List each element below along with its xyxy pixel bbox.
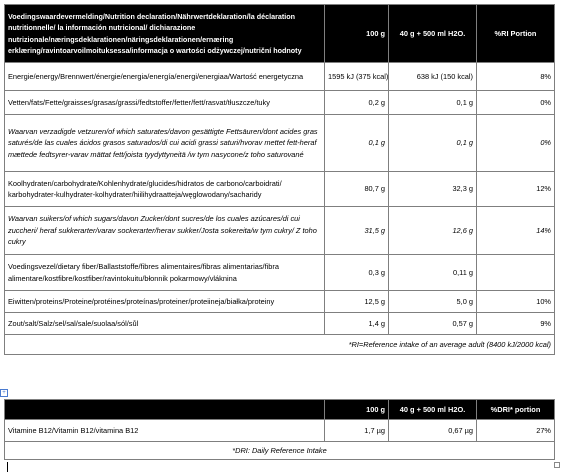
header-100g: 100 g bbox=[325, 400, 389, 420]
row-label: Waarvan suikers/of which sugars/davon Zucker/dont sucres/de los cuales azúcares/di cui zuccheri/ heraf sukkerarter/varav sockerarter/herav sukker/Josta sokereita/w tym cukry/ Z toho cukry bbox=[5, 207, 325, 255]
header-serving: 40 g + 500 ml H2O. bbox=[389, 5, 477, 63]
text-cursor bbox=[7, 462, 8, 472]
row-value-serving: 32,3 g bbox=[389, 172, 477, 207]
table-row bbox=[5, 255, 555, 291]
row-value-serving: 0,57 g bbox=[389, 313, 477, 335]
row-value-serving: 0,11 g bbox=[389, 255, 477, 291]
header-ri: %RI Portion bbox=[477, 5, 555, 63]
row-label: Energie/energy/Brennwert/énergie/energia/energía/energi/energiaa/Wartość energetyczna bbox=[5, 63, 325, 91]
header-serving: 40 g + 500 ml H2O. bbox=[389, 400, 477, 420]
row-value-100g: 1595 kJ (375 kcal) bbox=[325, 63, 389, 91]
table-row bbox=[5, 313, 555, 335]
ri-footnote: *RI=Reference intake of an average adult (8400 kJ/2000 kcal) bbox=[5, 335, 555, 355]
row-value-serving: 5,0 g bbox=[389, 291, 477, 313]
table-row bbox=[5, 420, 555, 442]
row-label: Koolhydraten/carbohydrate/Kohlenhydrate/glucides/hidratos de carbono/carboidrati/ karbohydrater-kulhydrater-kolhydrater/hiilihydraatteja/węglowodany/sacharidy bbox=[5, 172, 325, 207]
row-value-100g: 0,2 g bbox=[325, 91, 389, 115]
row-value-100g: 1,4 g bbox=[325, 313, 389, 335]
table-resize-handle-icon[interactable] bbox=[554, 462, 560, 468]
header-description: Voedingswaardevermelding/Nutrition declaration/Nährwertdeklaration/la déclaration nutritionnelle/ la información nutricional/ dichiarazione nutrizionale/næringsdeklarationen/näringsdeklarationen/ernæring erklæring/ravintoarvoilmoituksessa/informacja o wartości odżywczej/nutriční hodnoty bbox=[5, 5, 325, 63]
row-label: Voedingsvezel/dietary fiber/Ballaststoffe/fibres alimentaires/fibras alimentarias/fibra alimentare/kostfibre/kostfiber/ravintokuitu/błonnik pokarmowy/vláknina bbox=[5, 255, 325, 291]
row-value-serving: 638 kJ (150 kcal) bbox=[389, 63, 477, 91]
row-value-100g: 0,3 g bbox=[325, 255, 389, 291]
row-value-serving: 0,1 g bbox=[389, 91, 477, 115]
row-value-serving: 0,1 g bbox=[389, 115, 477, 172]
nutrition-table bbox=[4, 4, 555, 355]
table-move-handle-icon[interactable]: + bbox=[0, 389, 8, 397]
row-value-100g: 31,5 g bbox=[325, 207, 389, 255]
row-value-ri: 14% bbox=[477, 207, 555, 255]
row-label: Vitamine B12/Vitamin B12/vitamina B12 bbox=[5, 420, 325, 442]
row-value-ri: 9% bbox=[477, 313, 555, 335]
row-value-100g: 80,7 g bbox=[325, 172, 389, 207]
table-row bbox=[5, 91, 555, 115]
table-row bbox=[5, 115, 555, 172]
row-value-serving: 0,67 µg bbox=[389, 420, 477, 442]
table-row bbox=[5, 172, 555, 207]
row-value-ri: 12% bbox=[477, 172, 555, 207]
table-row bbox=[5, 291, 555, 313]
header-description bbox=[5, 400, 325, 420]
row-value-100g: 1,7 µg bbox=[325, 420, 389, 442]
dri-footnote: *DRI: Daily Reference Intake bbox=[5, 442, 555, 460]
row-value-ri bbox=[477, 255, 555, 291]
row-label: Waarvan verzadigde vetzuren/of which saturates/davon gesättigte Fettsäuren/dont acides gras saturés/de las cuales ácidos grasos saturados/di cui acidi grassi saturi/hvorav mettet fett-heraf mættede fedtsyrer-varav mättat fett/joista tyydyttyneitä /w tym nasycone/z toho saturované bbox=[5, 115, 325, 172]
row-value-dri: 27% bbox=[477, 420, 555, 442]
table-row bbox=[5, 207, 555, 255]
row-value-ri: 10% bbox=[477, 291, 555, 313]
row-value-ri: 0% bbox=[477, 115, 555, 172]
row-label: Eiwitten/proteins/Proteine/protéines/proteínas/proteiner/proteiineja/białka/proteiny bbox=[5, 291, 325, 313]
table-row bbox=[5, 63, 555, 91]
table-footnote-row bbox=[5, 335, 555, 355]
header-dri: %DRI* portion bbox=[477, 400, 555, 420]
nutrition-table-header bbox=[5, 5, 555, 63]
vitamin-table bbox=[4, 399, 555, 460]
row-value-100g: 0,1 g bbox=[325, 115, 389, 172]
row-value-100g: 12,5 g bbox=[325, 291, 389, 313]
header-100g: 100 g bbox=[325, 5, 389, 63]
table-footnote-row bbox=[5, 442, 555, 460]
row-label: Zout/salt/Salz/sel/sal/sale/suolaa/sól/sůl bbox=[5, 313, 325, 335]
row-label: Vetten/fats/Fette/graisses/grasas/grassi/fedtstoffer/fetter/fett/rasvat/tłuszcze/tuky bbox=[5, 91, 325, 115]
row-value-serving: 12,6 g bbox=[389, 207, 477, 255]
vitamin-table-header bbox=[5, 400, 555, 420]
row-value-ri: 0% bbox=[477, 91, 555, 115]
row-value-ri: 8% bbox=[477, 63, 555, 91]
